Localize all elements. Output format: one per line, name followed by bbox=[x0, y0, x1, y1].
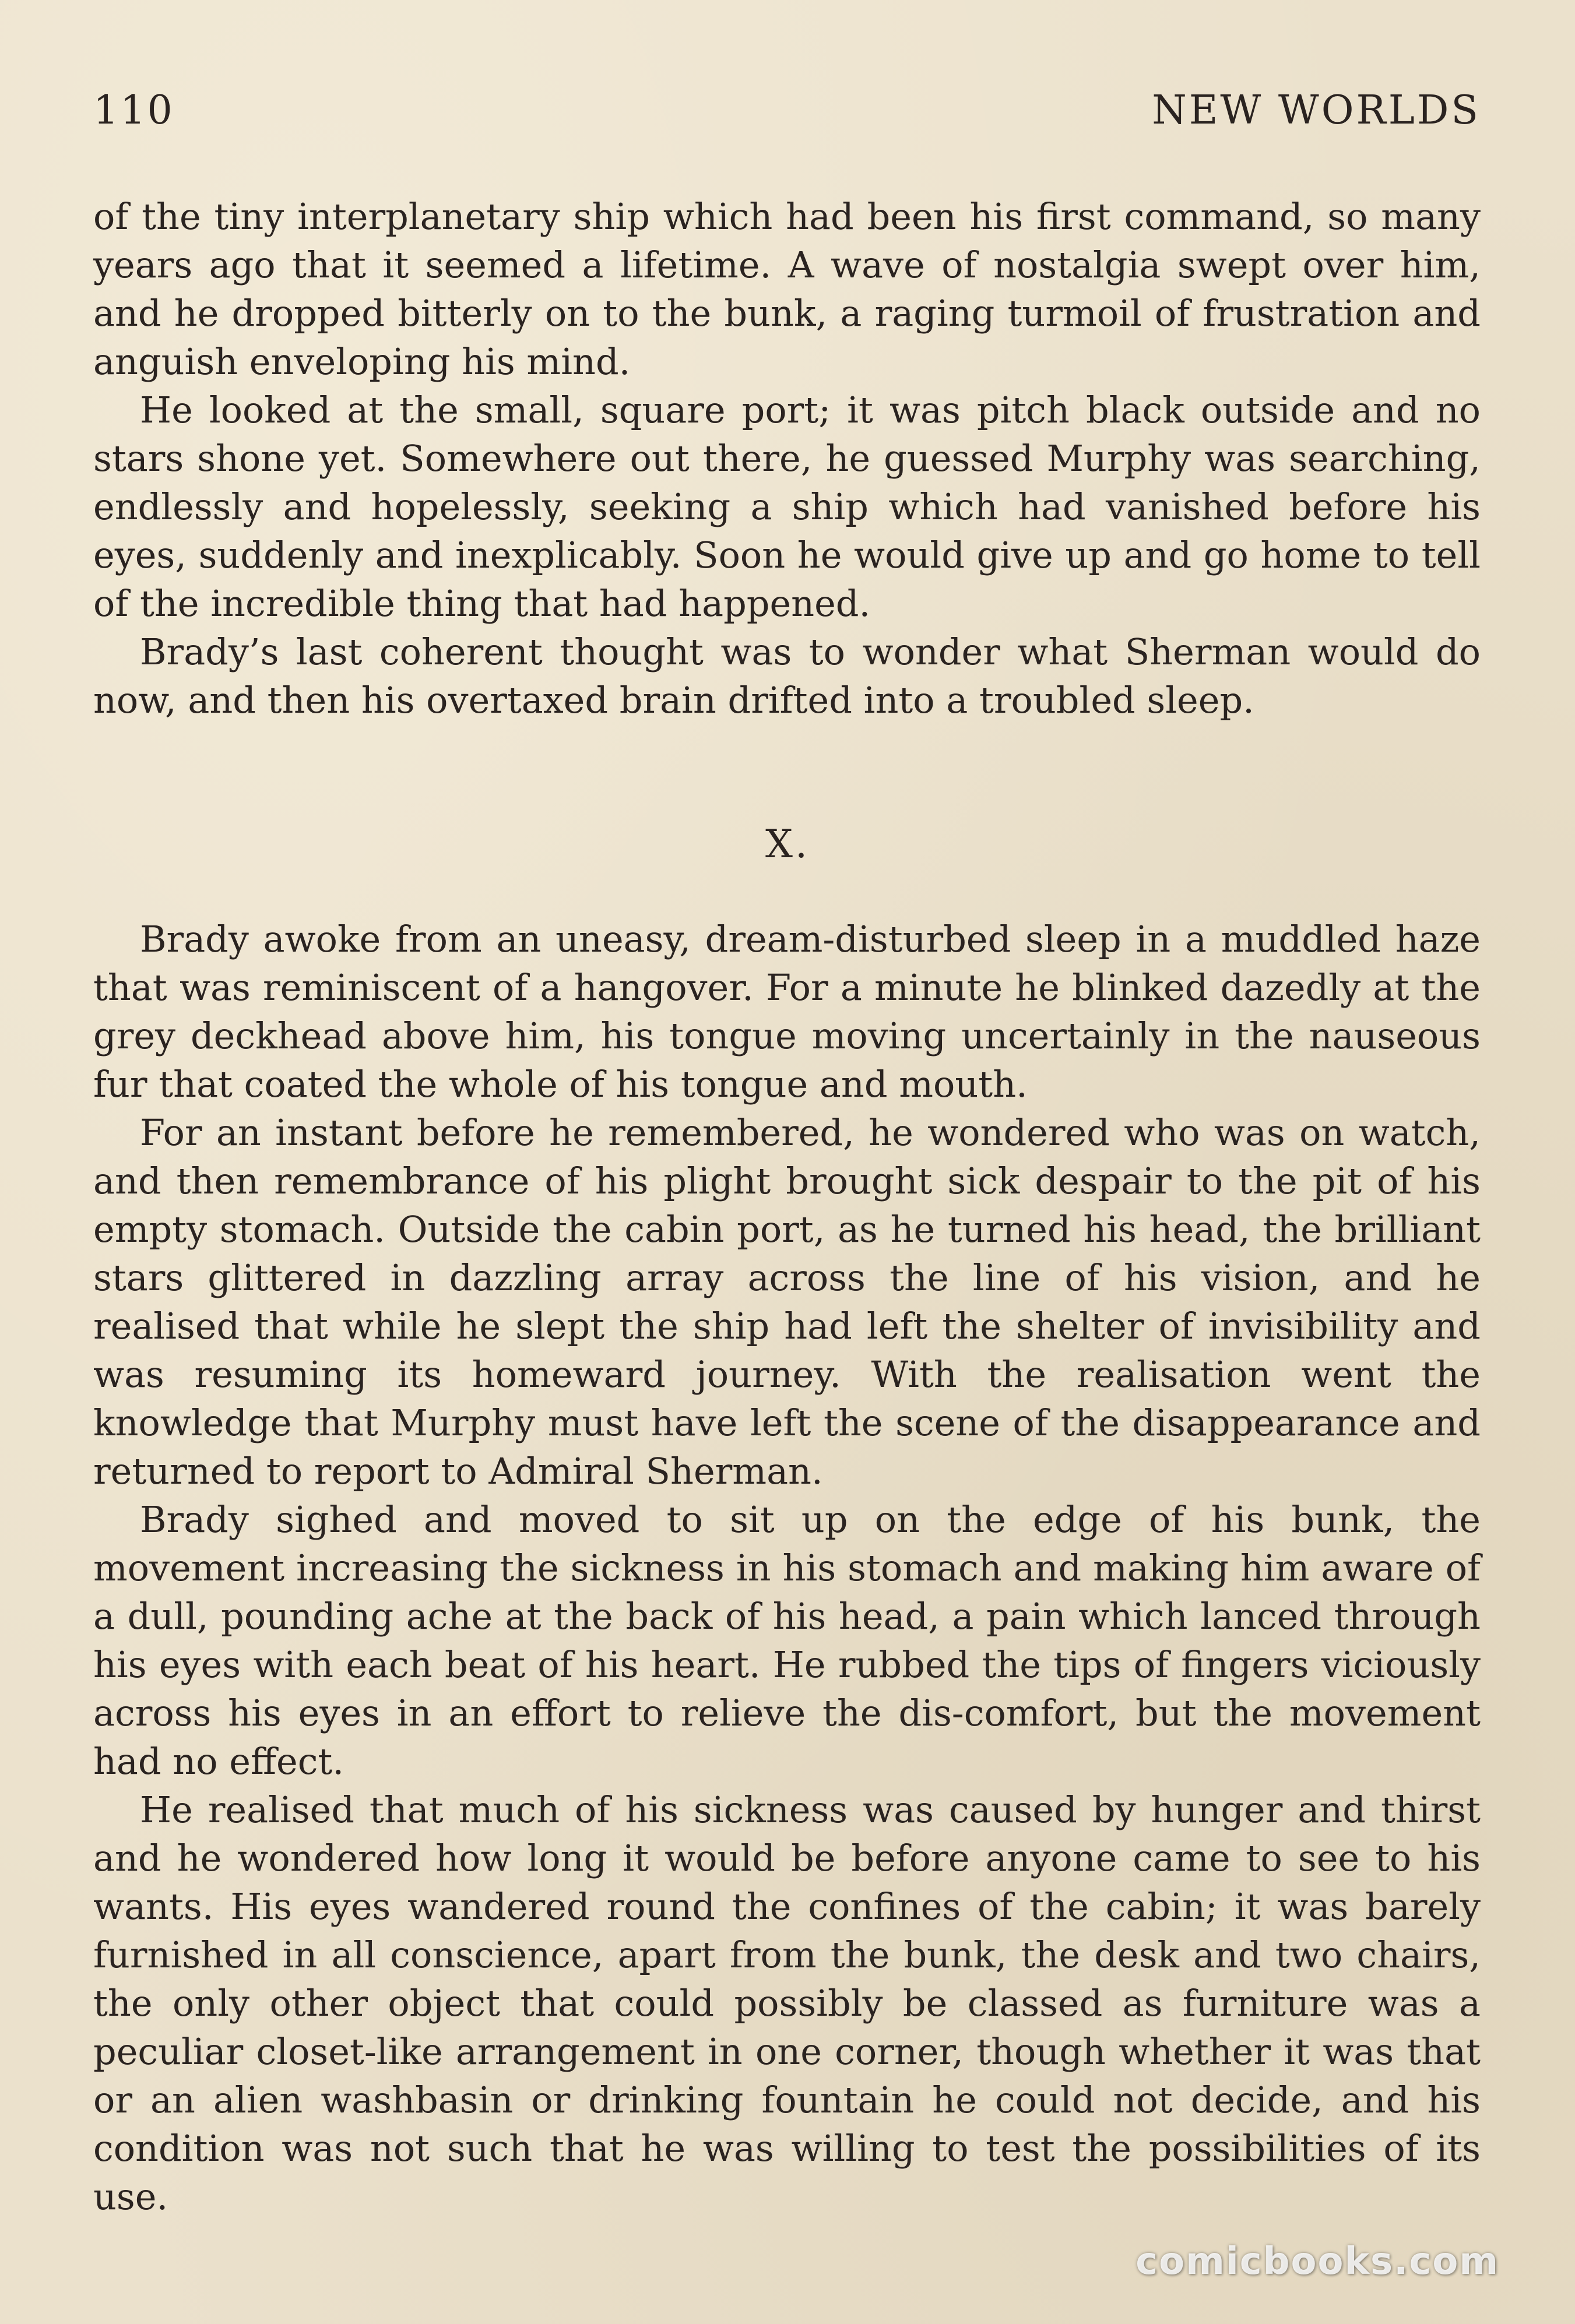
paragraph: For an instant before he remembered, he wondered who was on watch, and then remembrance of his plight brought sick despair to the pit of his empty stomach. Outside the cabin port, as he turned his head, the brilliant stars glittered in dazzling array across the line of his vision, and he realised that while he slept the ship had left the shelter of invisibility and was resuming its homeward journey. With the realisation went the knowledge that Murphy must have left the scene of the disappearance and returned to report to Admiral Sherman. bbox=[93, 1111, 1481, 1492]
watermark: comicbooks.com bbox=[1135, 2240, 1499, 2283]
page-number: 110 bbox=[93, 87, 174, 133]
section-two-text bbox=[93, 915, 1481, 2221]
paragraph: Brady awoke from an uneasy, dream-disturbed sleep in a muddled haze that was reminiscent of a hangover. For a minute he blinked dazedly at the grey deckhead above him, his tongue moving uncertainly in the nauseous fur that coated the whole of his tongue and mouth. bbox=[93, 918, 1481, 1105]
chapter-heading: X. bbox=[765, 822, 810, 867]
paragraph: of the tiny interplanetary ship which had been his first command, so many years ago that it seemed a lifetime. A wave of nostalgia swept over him, and he dropped bitterly on to the bunk, a raging turmoil of frustration and anguish enveloping his mind. bbox=[93, 195, 1481, 383]
running-title: NEW WORLDS bbox=[1152, 87, 1481, 133]
section-one-text bbox=[93, 192, 1481, 724]
paragraph: Brady’s last coherent thought was to wonder what Sherman would do now, and then his overtaxed brain drifted into a troubled sleep. bbox=[93, 631, 1481, 721]
paragraph: He looked at the small, square port; it was pitch black outside and no stars shone yet. Somewhere out there, he guessed Murphy was searching, endlessly and hopelessly, seeking a ship which had vanished before his eyes, suddenly and inexplicably. Soon he would give up and go home to tell of the incredible thing that had happened. bbox=[93, 389, 1481, 625]
paragraph: Brady sighed and moved to sit up on the edge of his bunk, the movement increasing the sickness in his stomach and making him aware of a dull, pounding ache at the back of his head, a pain which lanced through his eyes with each beat of his heart. He rubbed the tips of fingers viciously across his eyes in an effort to relieve the dis-comfort, but the movement had no effect. bbox=[93, 1498, 1481, 1783]
page-header bbox=[93, 87, 1481, 140]
paragraph: He realised that much of his sickness was caused by hunger and thirst and he wondered how long it would be before anyone came to see to his wants. His eyes wandered round the confines of the cabin; it was barely furnished in all conscience, apart from the bunk, the desk and two chairs, the only other object that could possibly be classed as furniture was a peculiar closet-like arrangement in one corner, though whether it was that or an alien washbasin or drinking fountain he could not decide, and his condition was not such that he was willing to test the possibilities of its use. bbox=[93, 1788, 1481, 2218]
